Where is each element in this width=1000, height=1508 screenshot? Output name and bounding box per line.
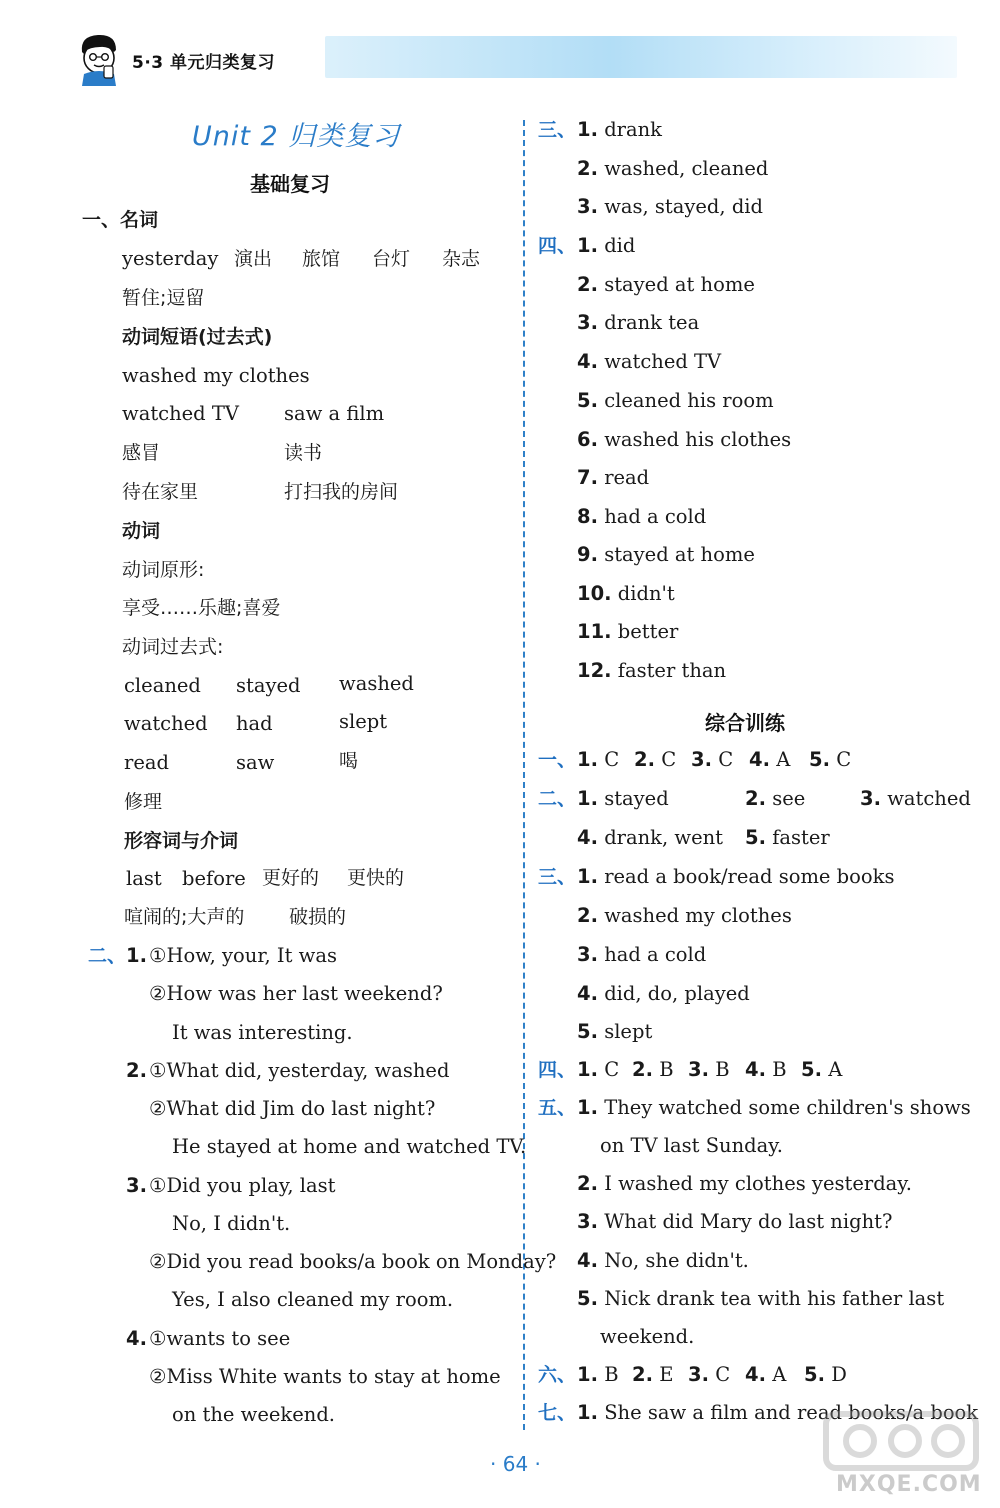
answer-number: 4. — [749, 748, 770, 771]
answer-number: 1. — [577, 234, 598, 257]
page-number: · 64 · — [490, 1452, 541, 1476]
phrase-item: 打扫我的房间 — [284, 481, 399, 503]
answer-number: 1. — [577, 1401, 598, 1424]
answer-text: Yes, I also cleaned my room. — [172, 1288, 454, 1311]
answer-number: 3. — [688, 1058, 709, 1081]
answer-line — [749, 748, 790, 772]
verb-fix: 修理 — [124, 791, 163, 813]
answer-text: C — [718, 748, 734, 771]
answer-text: C — [715, 1363, 731, 1386]
verb-past-item: washed — [339, 672, 414, 695]
answer-text: watched TV — [604, 350, 722, 373]
answer-text: C — [661, 748, 677, 771]
answer-line — [745, 787, 805, 811]
answer-number: 1. — [577, 1058, 598, 1081]
answer-text: drank, went — [604, 826, 724, 849]
train-6-label: 六、 — [538, 1364, 577, 1386]
verb-past-item: cleaned — [124, 674, 201, 697]
answer-line — [745, 1363, 786, 1387]
answer-number: 4. — [577, 982, 598, 1005]
verb-base-value: 享受……乐趣;喜爱 — [122, 597, 281, 619]
answer-text: ①Did you play, last — [149, 1174, 336, 1197]
unit-title: Unit 2 归类复习 — [192, 121, 401, 152]
train-5-label: 五、 — [538, 1097, 577, 1119]
answer-number: 1. — [126, 944, 147, 967]
answer-line — [577, 982, 750, 1006]
answer-line — [577, 1363, 619, 1387]
answer-text: had a cold — [604, 505, 707, 528]
answer-text: D — [831, 1363, 847, 1386]
adj-item: before — [182, 867, 246, 890]
answer-text: ①What did, yesterday, washed — [149, 1059, 450, 1082]
answer-text: B — [715, 1058, 730, 1081]
answer-number: 4. — [745, 1058, 766, 1081]
answer-number: 4. — [577, 350, 598, 373]
verb-past-item: 喝 — [339, 750, 359, 772]
answer-number: 3. — [577, 195, 598, 218]
answer-number: 3. — [577, 311, 598, 334]
answer-number: 2. — [126, 1059, 147, 1082]
answer-text: No, I didn't. — [172, 1212, 291, 1235]
answer-line — [577, 826, 723, 850]
verb-past-label: 动词过去式: — [122, 636, 224, 658]
answer-line — [577, 904, 792, 928]
answer-number: 1. — [577, 748, 598, 771]
answer-line — [688, 1363, 730, 1387]
answer-line — [577, 350, 721, 374]
noun-item: 台灯 — [372, 248, 411, 270]
section-3-label: 三、 — [538, 119, 577, 141]
answer-text: drank tea — [604, 311, 700, 334]
train-7-label: 七、 — [538, 1402, 577, 1424]
train-3-label: 三、 — [538, 866, 577, 888]
answer-number: 2. — [634, 748, 655, 771]
answer-line — [577, 943, 706, 967]
answer-line — [577, 787, 669, 811]
answer-text: faster — [772, 826, 830, 849]
answer-text: No, she didn't. — [604, 1249, 749, 1272]
noun-item: 演出 — [234, 248, 273, 270]
answer-number: 3. — [126, 1174, 147, 1197]
answer-line — [577, 157, 768, 181]
answer-text: stayed at home — [604, 273, 755, 296]
answer-text: ②Miss White wants to stay at home — [149, 1365, 501, 1388]
answer-text: on TV last Sunday. — [600, 1134, 783, 1157]
answer-text: cleaned his room — [604, 389, 774, 412]
adj-item: 更快的 — [347, 867, 405, 889]
answer-line — [577, 582, 675, 606]
answer-number: 1. — [577, 1096, 598, 1119]
answer-number: 12. — [577, 659, 612, 682]
answer-text: C — [604, 1058, 620, 1081]
answer-text: They watched some children's shows — [604, 1096, 971, 1119]
answer-text: on the weekend. — [172, 1403, 335, 1426]
answer-text: did — [604, 234, 636, 257]
answer-number: 9. — [577, 543, 598, 566]
answer-line — [577, 389, 774, 413]
answer-line — [809, 748, 851, 772]
noun-item: 旅馆 — [302, 248, 341, 270]
answer-line — [577, 1020, 652, 1044]
verb-base-label: 动词原形: — [122, 559, 205, 581]
answer-line — [577, 543, 755, 567]
answer-text: E — [659, 1363, 674, 1386]
answer-line — [577, 1172, 912, 1196]
answer-text: stayed at home — [604, 543, 755, 566]
answer-line — [577, 865, 894, 889]
answer-number: 1. — [577, 787, 598, 810]
answer-text: ①How, your, It was — [149, 944, 337, 967]
answer-line — [577, 118, 662, 142]
header-color-band — [325, 36, 957, 78]
answer-number: 3. — [577, 943, 598, 966]
answer-line — [577, 466, 649, 490]
verb-past-item: had — [236, 712, 273, 735]
answer-line — [577, 428, 791, 452]
answer-text: weekend. — [600, 1325, 695, 1348]
answer-text: did, do, played — [604, 982, 750, 1005]
answer-number: 3. — [688, 1363, 709, 1386]
answer-line — [600, 1325, 694, 1349]
answer-number: 4. — [577, 826, 598, 849]
answer-number: 2. — [577, 1172, 598, 1195]
answer-number: 2. — [577, 904, 598, 927]
answer-number: 11. — [577, 620, 612, 643]
answer-number: 6. — [577, 428, 598, 451]
answer-text: didn't — [617, 582, 675, 605]
page-header — [0, 0, 1000, 100]
answer-number: 5. — [745, 826, 766, 849]
phrase-item: 读书 — [284, 442, 323, 464]
answer-text: What did Mary do last night? — [604, 1210, 893, 1233]
section-4-label: 四、 — [538, 235, 577, 257]
verb-past-item: slept — [339, 710, 388, 733]
answer-line — [577, 234, 635, 258]
nouns-row-2: 暂住;逗留 — [122, 287, 205, 309]
section-train-title: 综合训练 — [705, 711, 785, 735]
answer-line — [577, 1096, 971, 1120]
answer-line — [745, 826, 830, 850]
phrase-item: saw a film — [284, 402, 385, 425]
answer-line — [577, 748, 619, 772]
answer-line — [577, 311, 699, 335]
answer-line — [632, 1058, 674, 1082]
boy-mascot-icon — [74, 30, 124, 86]
answer-text: B — [772, 1058, 787, 1081]
answer-text: had a cold — [604, 943, 707, 966]
answer-number: 5. — [809, 748, 830, 771]
answer-line — [577, 505, 706, 529]
answer-number: 4. — [126, 1327, 147, 1350]
answer-text: It was interesting. — [172, 1021, 353, 1044]
column-divider — [523, 120, 525, 1430]
answer-text: I washed my clothes yesterday. — [604, 1172, 912, 1195]
answer-text: ①wants to see — [149, 1327, 291, 1350]
answer-number: 3. — [860, 787, 881, 810]
answer-text: washed, cleaned — [604, 157, 769, 180]
answer-text: washed his clothes — [604, 428, 792, 451]
answer-text: see — [772, 787, 806, 810]
watermark-text: MXQE.COM — [836, 1472, 982, 1497]
answer-text: A — [772, 1363, 787, 1386]
answer-number: 4. — [745, 1363, 766, 1386]
verb-past-item: watched — [124, 712, 208, 735]
answer-text: She saw a film and read books/a book — [604, 1401, 979, 1424]
answer-number: 5. — [577, 1287, 598, 1310]
answer-number: 2. — [577, 273, 598, 296]
section-1-heading: 一、名词 — [82, 209, 159, 231]
verb-past-item: stayed — [236, 674, 301, 697]
answer-line — [860, 787, 971, 811]
answer-text: A — [776, 748, 791, 771]
answer-line — [577, 659, 726, 683]
verb-past-item: saw — [236, 751, 275, 774]
train-2-label: 二、 — [538, 788, 577, 810]
nouns-row-1 — [122, 247, 481, 271]
answer-line — [801, 1058, 842, 1082]
phrase-item: watched TV — [122, 402, 239, 425]
answer-line — [691, 748, 733, 772]
train-1-label: 一、 — [538, 749, 577, 771]
answer-text: washed my clothes — [604, 904, 792, 927]
answer-number: 1. — [577, 1363, 598, 1386]
answer-number: 1. — [577, 865, 598, 888]
answer-number: 4. — [577, 1249, 598, 1272]
adj-item: last — [126, 867, 162, 890]
answer-number: 7. — [577, 466, 598, 489]
answer-text: ②Did you read books/a book on Monday? — [149, 1250, 557, 1273]
train-4-label: 四、 — [538, 1059, 577, 1081]
answer-line — [600, 1134, 783, 1158]
verb-past-item: read — [124, 751, 169, 774]
answer-number: 3. — [691, 748, 712, 771]
section-basic-title: 基础复习 — [250, 172, 330, 196]
answer-line — [577, 1058, 619, 1082]
answer-number: 2. — [745, 787, 766, 810]
answer-text: B — [604, 1363, 619, 1386]
answer-number: 5. — [577, 389, 598, 412]
answer-text: A — [828, 1058, 843, 1081]
answer-line — [577, 1287, 944, 1311]
adj-item: 喧闹的;大声的 — [124, 906, 245, 928]
answer-text: watched — [887, 787, 971, 810]
answer-line — [577, 1210, 892, 1234]
book-series-title: 5·3 单元归类复习 — [132, 53, 276, 73]
answer-line — [745, 1058, 787, 1082]
phrase-item: 感冒 — [122, 442, 161, 464]
answer-text: B — [659, 1058, 674, 1081]
answer-number: 2. — [577, 157, 598, 180]
answer-line — [577, 620, 678, 644]
answer-text: faster than — [617, 659, 727, 682]
answer-text: He stayed at home and watched TV. — [172, 1135, 527, 1158]
answer-number: 5. — [804, 1363, 825, 1386]
phrase-item: washed my clothes — [122, 364, 310, 387]
answer-number: 5. — [801, 1058, 822, 1081]
answer-text: read a book/read some books — [604, 865, 895, 888]
answer-line — [632, 1363, 673, 1387]
adj-item: 破损的 — [289, 906, 347, 928]
answer-text: slept — [604, 1020, 653, 1043]
adj-item: 更好的 — [262, 867, 320, 889]
answer-line — [577, 195, 763, 219]
section-2-label: 二、 — [88, 945, 127, 967]
answer-number: 3. — [577, 1210, 598, 1233]
answer-text: was, stayed, did — [604, 195, 764, 218]
noun-item: yesterday — [122, 247, 219, 270]
adj-heading: 形容词与介词 — [124, 830, 239, 852]
noun-item: 杂志 — [442, 248, 481, 270]
answer-number: 5. — [577, 1020, 598, 1043]
answer-text: better — [617, 620, 679, 643]
answer-text: ②How was her last weekend? — [149, 982, 443, 1005]
answer-line — [804, 1363, 847, 1387]
answer-text: drank — [604, 118, 662, 141]
verb-heading: 动词 — [122, 520, 161, 542]
phrases-heading: 动词短语(过去式) — [122, 326, 273, 348]
answer-text: stayed — [604, 787, 669, 810]
answer-text: Nick drank tea with his father last — [604, 1287, 945, 1310]
answer-line — [688, 1058, 730, 1082]
answer-text: C — [604, 748, 620, 771]
answer-number: 2. — [632, 1058, 653, 1081]
answer-text: read — [604, 466, 650, 489]
answer-text: ②What did Jim do last night? — [149, 1097, 436, 1120]
answer-text: C — [836, 748, 852, 771]
answer-line — [577, 1249, 749, 1273]
answer-number: 2. — [632, 1363, 653, 1386]
answer-line — [634, 748, 676, 772]
phrase-item: 待在家里 — [122, 481, 199, 503]
answer-line — [577, 273, 755, 297]
answer-number: 1. — [577, 118, 598, 141]
answer-number: 8. — [577, 505, 598, 528]
answer-number: 10. — [577, 582, 612, 605]
